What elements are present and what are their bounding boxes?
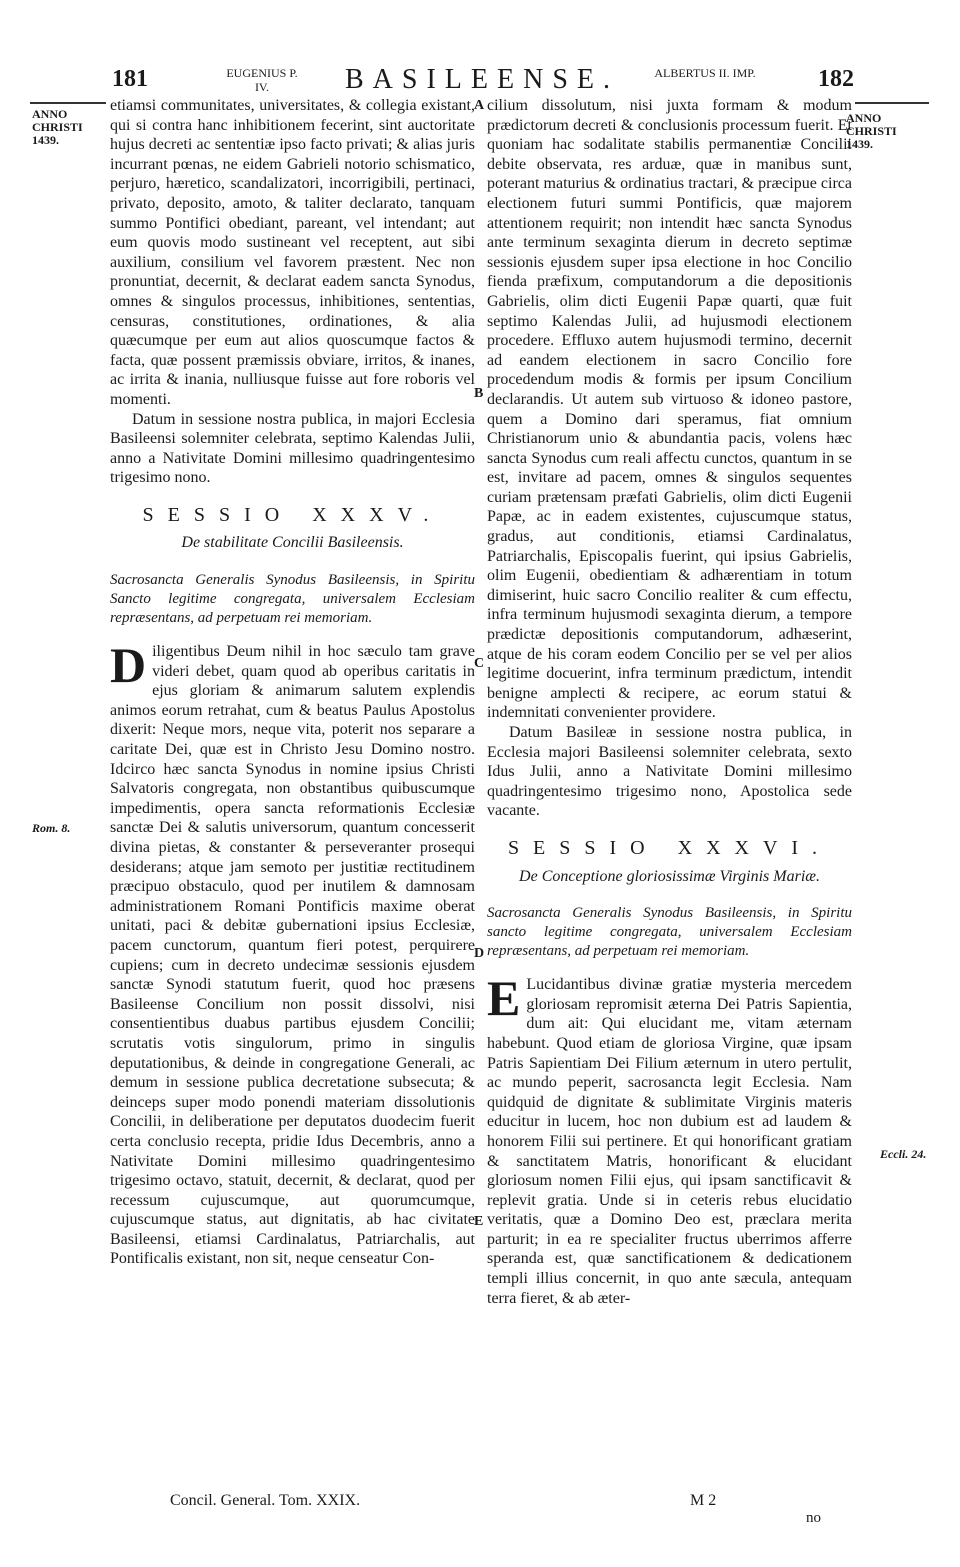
pope-heading: EUGENIUS P. IV. (226, 66, 298, 94)
session-36-formula: Sacrosancta Generalis Synodus Basileensis, in Spiritu sancto legitime congregata, universalem Ecclesiam repræsentans, ad perpetuam rei memoriam. (487, 905, 852, 960)
header-rule-left (30, 102, 106, 104)
header-rule-right (855, 102, 929, 104)
page-number-left: 181 (112, 66, 148, 92)
section-letter-a: A (474, 98, 485, 113)
section-letter-e: E (474, 1214, 484, 1229)
session-36-title: SESSIO XXXVI. (507, 836, 832, 859)
margin-year-right: ANNO CHRISTI 1439. (846, 111, 897, 151)
section-letter-c: C (474, 656, 485, 671)
left-paragraph-1: etiamsi communitates, universitates, & collegia existant, qui si contra hanc inhibitionem fecerint, sint auctoritate hujus decreti ac sententiæ ipso facto privati; & alias juris incurrant pœnas, ne eidem Gabrieli notorio schismatico, perjuro, hæretico, scandalizatori, incorrigibili, pertinaci, privato, deposito, amoto, & taliter declarato, tanquam summo Pontifici obediant, pareant, vel intendant; aut eum quovis modo sustineant vel receptent, aut sibi auxilium, consilium vel favorem præstent. Nec non pronuntiat, decernit, & declarat eadem sancta Synodus, omnes & singulos processus, inhibitiones, sententias, censuras, constitutiones, ordinationes, & alia quæcumque per eum aut alios quoscumque factos & facta, quæ possent præmissis obviare, irritos, & inanes, ac irrita & inania, nulliusque fuisse aut fore roboris vel momenti. (110, 97, 475, 408)
emperor-heading: ALBERTUS II. IMP. (654, 66, 756, 80)
margin-ref-romans: Rom. 8. (32, 821, 71, 835)
session-35-subtitle: De stabilitate Concilii Basileensis. (181, 534, 404, 552)
session-35-formula: Sacrosancta Generalis Synodus Basileensis, in Spiritu Sancto legitime congregata, universalem Ecclesiam repræsentans, ad perpetuam rei memoriam. (110, 572, 475, 627)
right-column (487, 96, 852, 1308)
dropcap-e: E (487, 970, 521, 1027)
session-36-subtitle: De Conceptione gloriosissimæ Virginis Mariæ. (519, 867, 820, 885)
section-letter-d: D (474, 946, 485, 961)
footer-catchword: no (806, 1510, 821, 1526)
running-title: BASILEENSE. (345, 64, 619, 95)
right-paragraph-3-text: Lucidantibus divinæ gratiæ mysteria mercedem gloriosam repromisit æterna Dei Patris Sapientia, dum ait: Qui elucidant me, vitam æternam habebunt. Quod etiam de gloriosa Virgine, quæ ipsam Patris Sapientiam Dei Filium æternum in utero pertulit, ac mundo peperit, sacrosancta legit Ecclesia. Nam quidquid de dignitate & sublimitate Virginis materis educitur in lucem, hoc non dubium est ad laudem & honorem Filii sui pertinere. Et qui honorificant gratiam & sanctitatem Matris, honorificant & elucidant gloriosum nomen Filii ejus, qui ipsam sanctificavit & replevit gratia. Unde si in ceteris rebus elucidatio veritatis, quæ a Domino Deo est, præclara merita parturit; in ea re specialiter fructus uberrimos afferre speranda est, quæ sanctificationem & dedicationem templi illius concernit, in quo ante sæcula, antequam terra fieret, & ab æter- (487, 976, 852, 1307)
left-dated-paragraph: Datum in sessione nostra publica, in majori Ecclesia Basileensi solemniter celebrata, septimo Kalendas Julii, anno a Nativitate Domini millesimo quadringentesimo trigesimo nono. (110, 410, 475, 487)
section-letter-b: B (474, 386, 484, 401)
left-paragraph-3-text: iligentibus Deum nihil in hoc sæculo tam grave videri debet, quam quod ab operibus caritatis in ejus gloriam & animarum salutem explendis animos eorum retrahat, cum & beatus Paulus Apostolus dixerit: Neque mors, neque vita, poterit nos separare a caritate Dei, quæ est in Christo Jesu Domino nostro. Idcirco hæc sancta Synodus in nomine ipsius Christi Salvatoris congregata, non obstantibus quibuscumque impedimentis, opera sancta reformationis Ecclesiæ sanctæ Dei & salutis universorum, quantum concesserit divina pietas, & constanter & perseveranter prosequi desiderans; atque jam semoto per justitiæ rectitudinem præcipuo obstaculo, quod per inutilem & damnosam administrationem Romani Pontificis maxime oberat unitati, paci & debitæ gubernationi ipsius Ecclesiæ, pacem cunctorum, quantum fieri potest, perquirere cupiens; cum in decreto undecimæ sessionis ejusdem sanctæ Synodi statutum fuerit, quod hoc præsens Basileense Concilium non possit dissolvi, nisi consentientibus duabus partibus ejusdem Concilii; scrutatis votis singulorum, primo in singulis deputationibus, & deinde in congregatione Generali, ac demum in sessione publica decretatione subsecuta; & deinceps super modo ponendi materiam dissolutionis Concilii, in deliberatione per deputatos duodecim fuerit certa conclusio recepta, pridie Idus Decembris, anno a Nativitate Domini millesimo quadringentesimo trigesimo octavo, statuit, decernit, & declarat, quod per recessum cujuscumque, aut quorumcumque, cujuscumque status, aut dignitatis, ab hac civitate Basileensi, etiamsi Cardinalatus, Patriarchalis, aut Pontificalis existant, non sit, neque censeatur Con- (110, 643, 475, 1268)
session-35-title: SESSIO XXXV. (142, 503, 443, 526)
page-number-right: 182 (818, 66, 854, 92)
left-paragraph-3 (110, 637, 475, 1269)
right-paragraph-3 (487, 970, 852, 1308)
footer-volume: Concil. General. Tom. XXIX. (170, 1492, 361, 1509)
left-column (110, 96, 475, 1269)
right-paragraph-1: cilium dissolutum, nisi juxta formam & modum prædictorum decreti & conclusionis processum fuerit. Et quoniam hac sodalitate stabilis permanentiæ Concilii debite observata, res arduæ, quæ in manibus sunt, poterant maturius & ordinatius tractari, & præcipue circa electionem futuri summi Pontificis, quæ majorem attentionem requirit; non intendit hæc sancta Synodus ante terminum sexaginta dierum in decreto septimæ sessionis ejusdem super ipsa electione in hoc Concilio fienda præfixum, computandorum a die depositionis Gabrielis, olim dicti Eugenii Papæ quarti, quæ fuit septimo Kalendas Julii, ad hujusmodi electionem procedere. Effluxo autem hujusmodi termino, decernit ad eandem electionem in sacro Concilio fore procedendum modis & formis per ipsum Concilium declarandis. Ut autem sub virtuoso & idoneo pastore, quem a Domino dari speramus, fiat omnium Christianorum unio & abundantia pacis, volens hæc sancta Synodus cum reali affectu cunctos, quantum in se est, invitare ad pacem, omnes & singulos sequentes curiam prætensam præfati Gabrielis, olim dicti Eugenii Papæ, ac in eadem existentes, cujuscumque status, gradus, aut conditionis, etiamsi Cardinalatus, Patriarchalis, Episcopalis fuerint, qui ipsius Gabrielis, olim Eugenii, obedientiam & adhærentiam in totum dimiserint, huic sacro Concilio realiter & cum effectu, infra terminum hujusmodi sexaginta dierum, a tempore prædictæ depositionis computandorum, adhæserint, atque de his coram eodem Concilio per se vel per alios legitime docuerint, infra terminum prædictum, intendit benigne amplecti & recipere, ac eorum statui & indemnitati convenienter providere. (487, 97, 852, 722)
dropcap-d: D (110, 637, 147, 694)
right-dated-paragraph: Datum Basileæ in sessione nostra publica, in Ecclesia majori Basileensi solemniter celebrata, sexto Idus Julii, anno a Nativitate Domini millesimo quadringentesimo trigesimo nono, Apostolica sede vacante. (487, 724, 852, 820)
margin-ref-eccli: Eccli. 24. (880, 1147, 927, 1161)
footer-signature: M 2 (690, 1492, 717, 1509)
margin-year-left: ANNO CHRISTI 1439. (32, 107, 83, 147)
